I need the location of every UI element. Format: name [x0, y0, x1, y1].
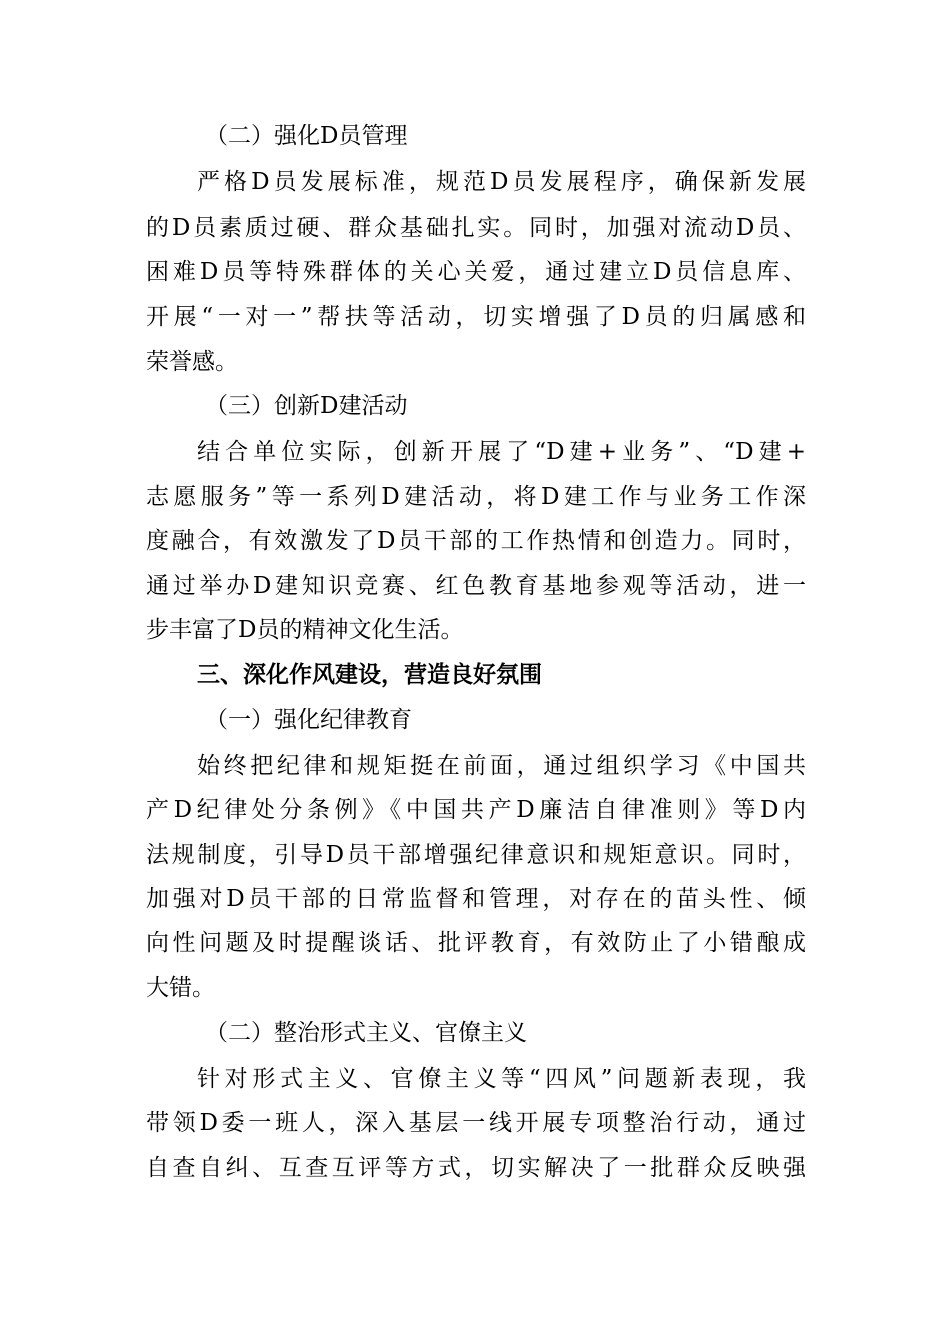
paragraph-line: 度融合，有效激发了D员干部的工作热情和创造力。同时， — [146, 528, 806, 554]
paragraph-line: 产D纪律处分条例》《中国共产D廉洁自律准则》等D内 — [146, 797, 806, 823]
paragraph-line: 始终把纪律和规矩挺在前面，通过组织学习《中国共 — [197, 753, 806, 779]
paragraph-line: 严格D员发展标准，规范D员发展程序，确保新发展 — [197, 169, 806, 195]
paragraph-line: 自查自纠、互查互评等方式，切实解决了一批群众反映强 — [146, 1155, 806, 1181]
paragraph-line: 加强对D员干部的日常监督和管理，对存在的苗头性、倾 — [146, 886, 806, 912]
section-heading-strengthen-member-management: （二）强化D员管理 — [205, 123, 408, 149]
paragraph-line: 向性问题及时提醒谈话、批评教育，有效防止了小错酿成 — [146, 930, 806, 956]
paragraph-line: 志愿服务”等一系列D建活动，将D建工作与业务工作深 — [146, 484, 806, 510]
paragraph-line: 的D员素质过硬、群众基础扎实。同时，加强对流动D员、 — [146, 215, 806, 241]
paragraph-line: 法规制度，引导D员干部增强纪律意识和规矩意识。同时， — [146, 842, 806, 868]
paragraph-line: 开展“一对一”帮扶等活动，切实增强了D员的归属感和 — [146, 304, 806, 330]
section-heading-discipline-education: （一）强化纪律教育 — [205, 707, 412, 733]
paragraph-line: 结合单位实际，创新开展了“D建+业务”、“D建+ — [197, 439, 806, 465]
paragraph-line: 大错。 — [146, 975, 215, 1001]
part-heading-deepen-work-style: 三、深化作风建设，营造良好氛围 — [197, 662, 542, 688]
paragraph-line: 荣誉感。 — [146, 349, 238, 375]
paragraph-line: 困难D员等特殊群体的关心关爱，通过建立D员信息库、 — [146, 259, 806, 285]
section-heading-rectify-formalism: （二）整治形式主义、官僚主义 — [205, 1020, 527, 1046]
paragraph-line: 带领D委一班人，深入基层一线开展专项整治行动，通过 — [146, 1110, 806, 1136]
paragraph-line: 针对形式主义、官僚主义等“四风”问题新表现，我 — [197, 1066, 806, 1092]
section-heading-innovate-activities: （三）创新D建活动 — [205, 393, 408, 419]
paragraph-line: 通过举办D建知识竞赛、红色教育基地参观等活动，进一 — [146, 573, 806, 599]
paragraph-line: 步丰富了D员的精神文化生活。 — [146, 617, 464, 643]
